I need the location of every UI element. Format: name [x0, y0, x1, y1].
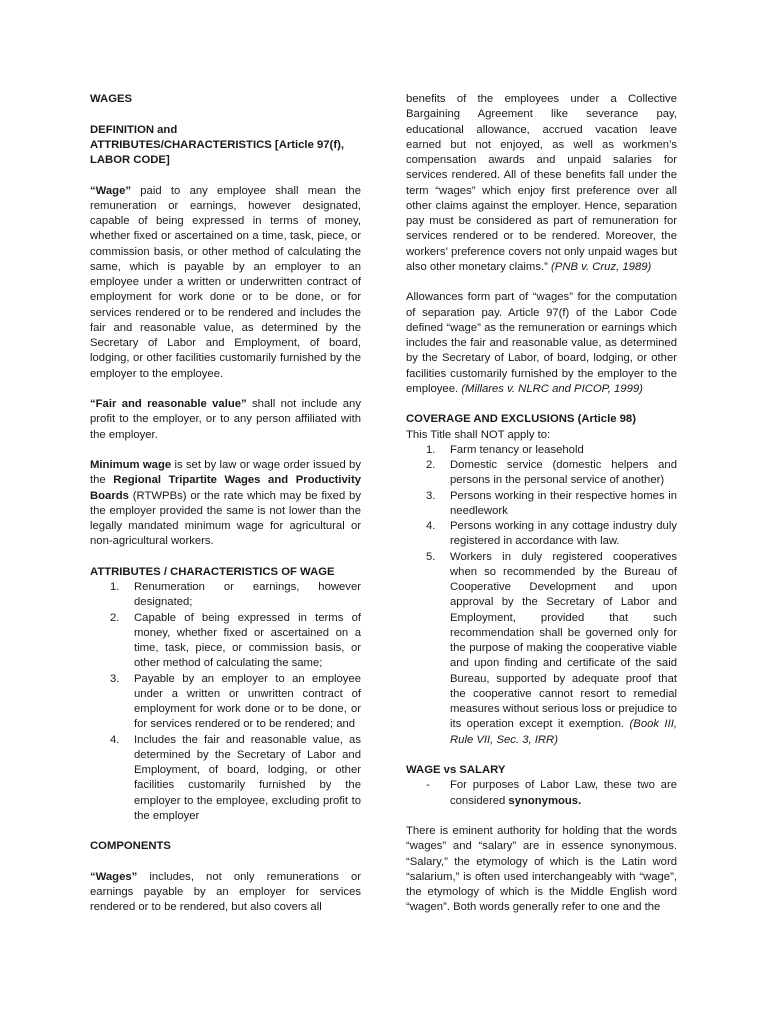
list-item — [406, 458, 677, 489]
list-item — [406, 519, 677, 550]
list-item-text: Workers in duly registered cooperatives when so recommended by the Bureau of Cooperative Development and upon approval by the Secretary of Labor and Employment, provided that such recommendation shall be governed only for the purpose of making the cooperative viable and upon finding and certificate of the said Bureau, supported by adequate proof that the cooperative cannot resort to remedial measures without serious loss or prejudice to its operation except it exemption. — [450, 550, 677, 731]
fair-value-text: shall not include any profit to the employer, or to any person affiliated with the employer. — [90, 398, 361, 441]
synonymous-term: synonymous. — [508, 794, 582, 807]
list-item-text: Payable by an employer to an employee under a written or unwritten contract of employment for work done or to be done, or for services rendered or to be rendered; and — [134, 672, 361, 731]
list-item — [406, 489, 677, 520]
list-item-number: 4. — [110, 733, 120, 746]
fair-value-paragraph — [90, 397, 361, 443]
continued-text: benefits of the employees under a Collective Bargaining Agreement like severance pay, educational allowance, accrued vacation leave earned but not enjoyed, as well as workmen’s compensation awards and unpaid salaries for services rendered. All of these benefits fall under the term “wages” which enjoy first preference over all other claims against the employer. Hence, separation pay must be considered as part of remuneration for services rendered or to be rendered. Moreover, the workers’ preference covers not only unpaid wages but also other monetary claims.” — [406, 93, 677, 273]
list-item — [406, 443, 677, 458]
list-item-text: Persons working in their respective homes in needlework — [450, 489, 677, 517]
left-column — [90, 92, 361, 916]
dash-list-item — [406, 778, 677, 809]
page-title: WAGES — [90, 93, 133, 105]
rule-citation: (Book III, Rule VII, Sec. 3, IRR) — [450, 718, 677, 746]
list-item-text: Persons working in any cottage industry duly registered in accordance with law. — [450, 520, 677, 548]
allowances-text: Allowances form part of “wages” for the computation of separation pay. Article 97(f) of the Labor Code defined “wage” as the remuneration or earnings which includes the fair and reasonable value, as determined by the Secretary of Labor, of board, lodging, or other facilities customarily furnished by the employer to the employee. — [406, 291, 677, 395]
continued-paragraph — [406, 92, 677, 275]
list-item — [90, 672, 361, 733]
wages-components-text: includes, not only remunerations or earnings payable by an employer for services rendered or to be rendered, but also covers all — [90, 870, 361, 914]
case-citation: (Millares v. NLRC and PICOP, 1999) — [461, 382, 643, 395]
definition-heading: DEFINITION and ATTRIBUTES/CHARACTERISTICS [Article 97(f), LABOR CODE] — [90, 123, 344, 166]
list-item-text: Includes the fair and reasonable value, as determined by the Secretary of Labor and Employment, of board, lodging, or other facilities customarily furnished by the employer to the employee, excluding profit to the employer — [134, 733, 361, 822]
fair-value-term: “Fair and reasonable value” — [90, 398, 247, 410]
allowances-paragraph — [406, 290, 677, 397]
list-item-number: 3. — [426, 489, 436, 502]
minimum-wage-term: Minimum wage — [90, 459, 172, 471]
list-item — [90, 580, 361, 611]
list-item — [90, 611, 361, 672]
minimum-wage-text-b: (RTWPBs) or the rate which may be fixed by the employer provided the same is not lower than the legally mandated minimum wage for agricultural or non-agricultural workers. — [90, 489, 361, 548]
minimum-wage-text-a: is set by law or wage order issued by the — [90, 459, 361, 487]
eminent-authority-paragraph: There is eminent authority for holding that the words “wages” and “salary” are in essence synonymous. “Salary,” the etymology of which is the Latin word “salarium,” is often used interchangeably with “wage”, the etymology of which is the Middle English word “wagen”. Both words generally refer to one and the — [406, 825, 677, 914]
rtwpb-term: Regional Tripartite Wages and Productivity Boards — [90, 474, 361, 502]
list-item-text: Renumeration or earnings, however designated; — [134, 581, 361, 609]
coverage-heading: COVERAGE AND EXCLUSIONS (Article 98) — [406, 413, 636, 426]
case-citation: (PNB v. Cruz, 1989) — [551, 260, 652, 273]
wages-components-paragraph — [90, 870, 361, 916]
list-item-body — [450, 550, 677, 748]
coverage-intro: This Title shall NOT apply to: — [406, 428, 551, 441]
right-column — [406, 92, 677, 916]
components-heading: COMPONENTS — [90, 840, 171, 853]
list-item — [406, 550, 677, 748]
list-item-number: 5. — [426, 550, 436, 563]
wage-definition-paragraph — [90, 184, 361, 382]
minimum-wage-paragraph — [90, 458, 361, 550]
list-item-number: 2. — [110, 611, 120, 624]
list-item-number: 1. — [110, 581, 120, 593]
list-item-text: Farm tenancy or leasehold — [450, 443, 584, 456]
wage-term: “Wage” — [90, 184, 132, 197]
list-item-number: 3. — [110, 672, 120, 685]
list-item-number: 4. — [426, 520, 436, 532]
list-item — [90, 733, 361, 825]
exclusions-list — [406, 443, 677, 748]
attributes-list — [90, 580, 361, 824]
list-item-text: Domestic service (domestic helpers and persons in the personal service of another) — [450, 459, 677, 487]
list-item-number: 1. — [426, 443, 436, 456]
attributes-heading: ATTRIBUTES / CHARACTERISTICS OF WAGE — [90, 565, 335, 578]
dash-item-text: For purposes of Labor Law, these two are considered — [450, 779, 677, 807]
wage-vs-salary-heading: WAGE vs SALARY — [406, 764, 506, 776]
list-item-text: Capable of being expressed in terms of money, whether fixed or ascertained on a time, task, piece, or commission basis, or other method of calculating the same; — [134, 611, 361, 670]
list-item-number: 2. — [426, 459, 436, 471]
wage-definition-text: paid to any employee shall mean the remuneration or earnings, however designated, capable of being expressed in terms of money, whether fixed or ascertained on a time, task, piece, or commission basis, or other method of calculating the same, which is payable by an employer to an employee under a written or underwritten contract of employment for work done or to be done, or for services rendered or to be rendered and includes the fair and reasonable value, as determined by the Secretary of Labor and Employment, of board, lodging, or other facilities customarily furnished by the employer to the employee. — [90, 184, 361, 380]
dash-marker: - — [426, 779, 430, 792]
wages-term: “Wages” — [90, 870, 138, 883]
